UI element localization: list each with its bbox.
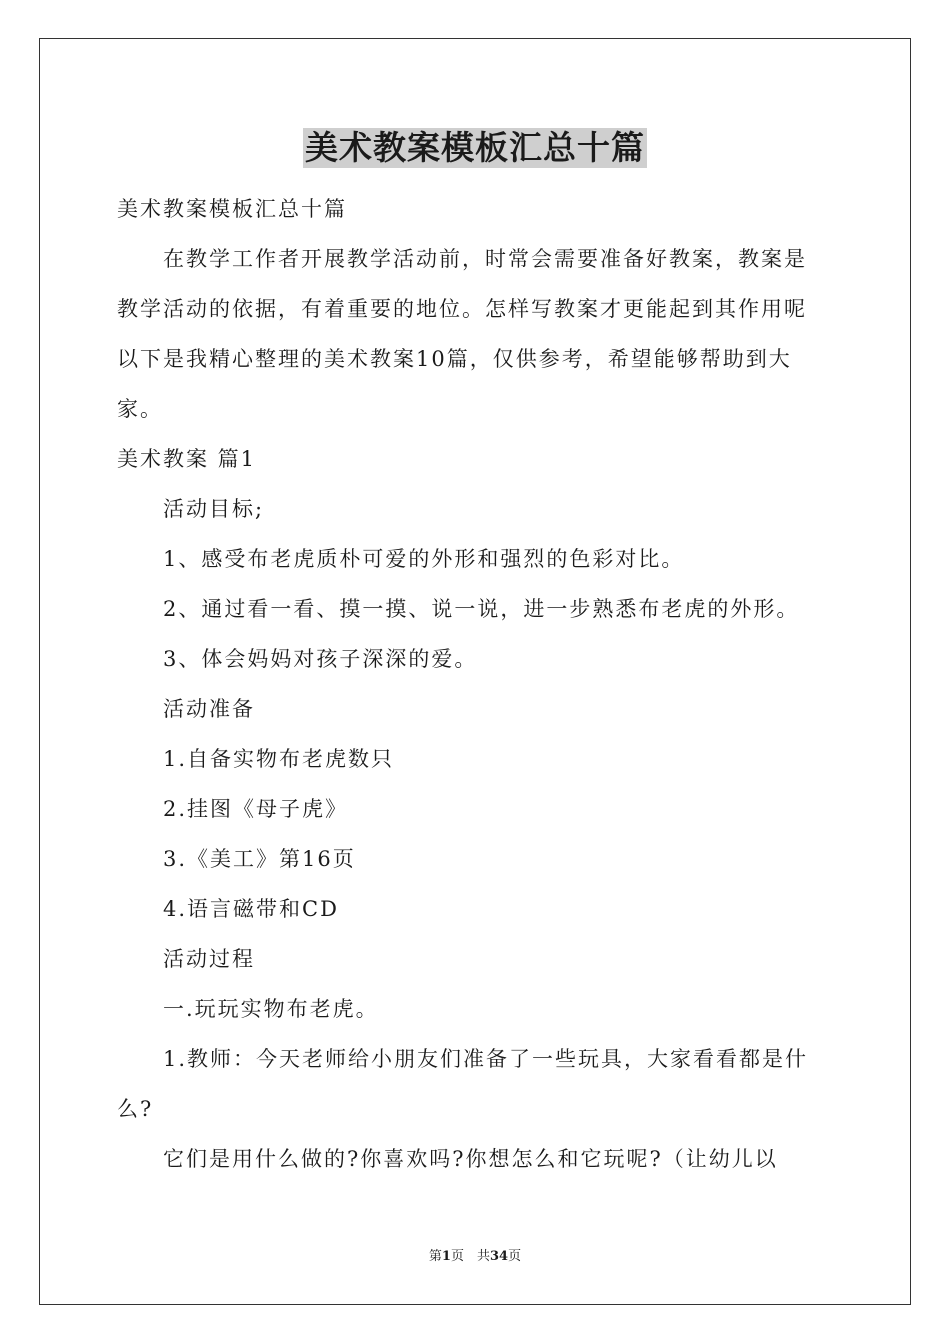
list-item: 2.挂图《母子虎》 bbox=[163, 797, 349, 821]
document-body bbox=[117, 184, 835, 1184]
list-item: 2、通过看一看、摸一摸、说一说，进一步熟悉布老虎的外形。 bbox=[163, 597, 800, 621]
subtitle: 美术教案模板汇总十篇 bbox=[117, 197, 347, 221]
list-item: 4.语言磁带和CD bbox=[163, 897, 339, 921]
section-heading: 美术教案 篇1 bbox=[117, 447, 257, 471]
paragraph-line: 活动准备 bbox=[163, 697, 255, 721]
list-item: 1.自备实物布老虎数只 bbox=[163, 747, 395, 771]
paragraph-line: 活动目标; bbox=[163, 497, 265, 521]
paragraph-line: 一.玩玩实物布老虎。 bbox=[163, 997, 379, 1021]
footer-suffix: 页 bbox=[508, 1249, 522, 1264]
paragraph-line: 1.教师：今天老师给小朋友们准备了一些玩具，大家看看都是什 bbox=[163, 1047, 809, 1071]
paragraph-line: 以下是我精心整理的美术教案10篇，仅供参考，希望能够帮助到大 bbox=[117, 347, 792, 371]
list-item: 1、感受布老虎质朴可爱的外形和强烈的色彩对比。 bbox=[163, 547, 685, 571]
list-item: 3、体会妈妈对孩子深深的爱。 bbox=[163, 647, 478, 671]
page-footer bbox=[0, 1247, 950, 1267]
footer-prefix: 第 bbox=[428, 1249, 442, 1264]
footer-mid: 页 共 bbox=[450, 1249, 490, 1264]
paragraph-line: 在教学工作者开展教学活动前，时常会需要准备好教案，教案是 bbox=[163, 247, 807, 271]
paragraph-line: 它们是用什么做的?你喜欢吗?你想怎么和它玩呢?（让幼儿以 bbox=[163, 1147, 778, 1171]
footer-total-pages: 34 bbox=[489, 1249, 509, 1264]
paragraph-line: 么? bbox=[117, 1097, 154, 1121]
paragraph-line: 教学活动的依据，有着重要的地位。怎样写教案才更能起到其作用呢 bbox=[117, 297, 807, 321]
document-title: 美术教案模板汇总十篇 bbox=[305, 128, 645, 167]
list-item: 3.《美工》第16页 bbox=[163, 847, 356, 871]
footer-page-number: 1 bbox=[441, 1249, 451, 1264]
title-area bbox=[0, 128, 950, 168]
paragraph-line: 家。 bbox=[117, 397, 163, 421]
paragraph-line: 活动过程 bbox=[163, 947, 255, 971]
